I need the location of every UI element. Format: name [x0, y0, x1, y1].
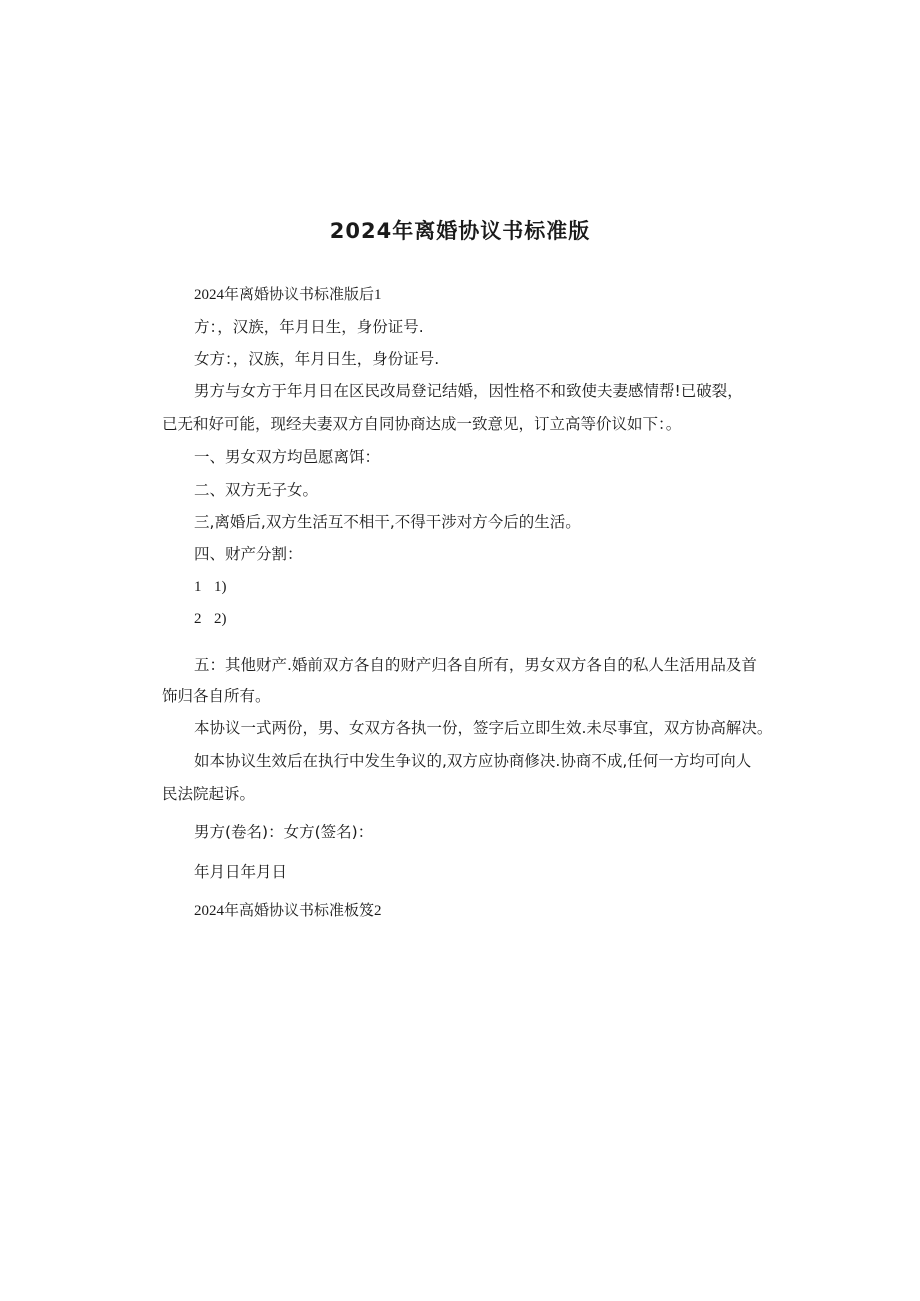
copies-clause: 本协议一式两份，男、女双方各执一份，签字后立即生效.未尽事宜，双方协高解决。: [194, 719, 773, 737]
clause-5-line-1: 五：其他财产.婚前双方各自的财产归各自所有，男女双方各自的私人生活用品及首: [194, 656, 757, 674]
list-item: [194, 576, 227, 598]
woman-info: 女方：，汉族，年月日生，身份证号.: [194, 350, 440, 368]
clause-3: 三,离婚后,双方生活互不相干,不得干涉对方今后的生活。: [194, 513, 581, 531]
list-item-number: 2: [194, 611, 202, 627]
list-item-text: 1): [214, 579, 227, 595]
document-title: 2024年离婚协议书标准版: [329, 219, 591, 243]
date-line: 年月日年月日: [194, 863, 288, 881]
clause-1: 一、男女双方均邑愿离饵：: [194, 448, 381, 466]
clause-4: 四、财产分割：: [194, 545, 303, 563]
preamble-line-2: 已无和好可能，现经夫妻双方自同协商达成一致意见，订立高等价议如下：。: [162, 415, 682, 433]
list-item: [194, 608, 227, 630]
preamble-line-1: 男方与女方于年月日在区民改局登记结婚，因性格不和致使夫妻感情帮!已破裂，: [194, 382, 743, 400]
section-heading-2: 2024年高婚协议书标准板笈2: [194, 903, 382, 919]
man-info: 方：，汉族，年月日生，身份证号.: [194, 318, 424, 336]
signature-line: 男方(卷名)：女方(签名)：: [194, 823, 374, 841]
clause-2: 二、双方无子女。: [194, 481, 319, 499]
list-item-number: 1: [194, 579, 202, 595]
list-item-text: 2): [214, 611, 227, 627]
dispute-clause-line-2: 民法院起诉。: [162, 785, 256, 803]
section-heading-1: 2024年离婚协议书标准版后1: [194, 287, 382, 303]
clause-5-line-2: 饰归各自所有。: [162, 687, 271, 705]
dispute-clause-line-1: 如本协议生效后在执行中发生争议的,双方应协商修决.协商不成,任何一方均可向人: [194, 752, 752, 770]
